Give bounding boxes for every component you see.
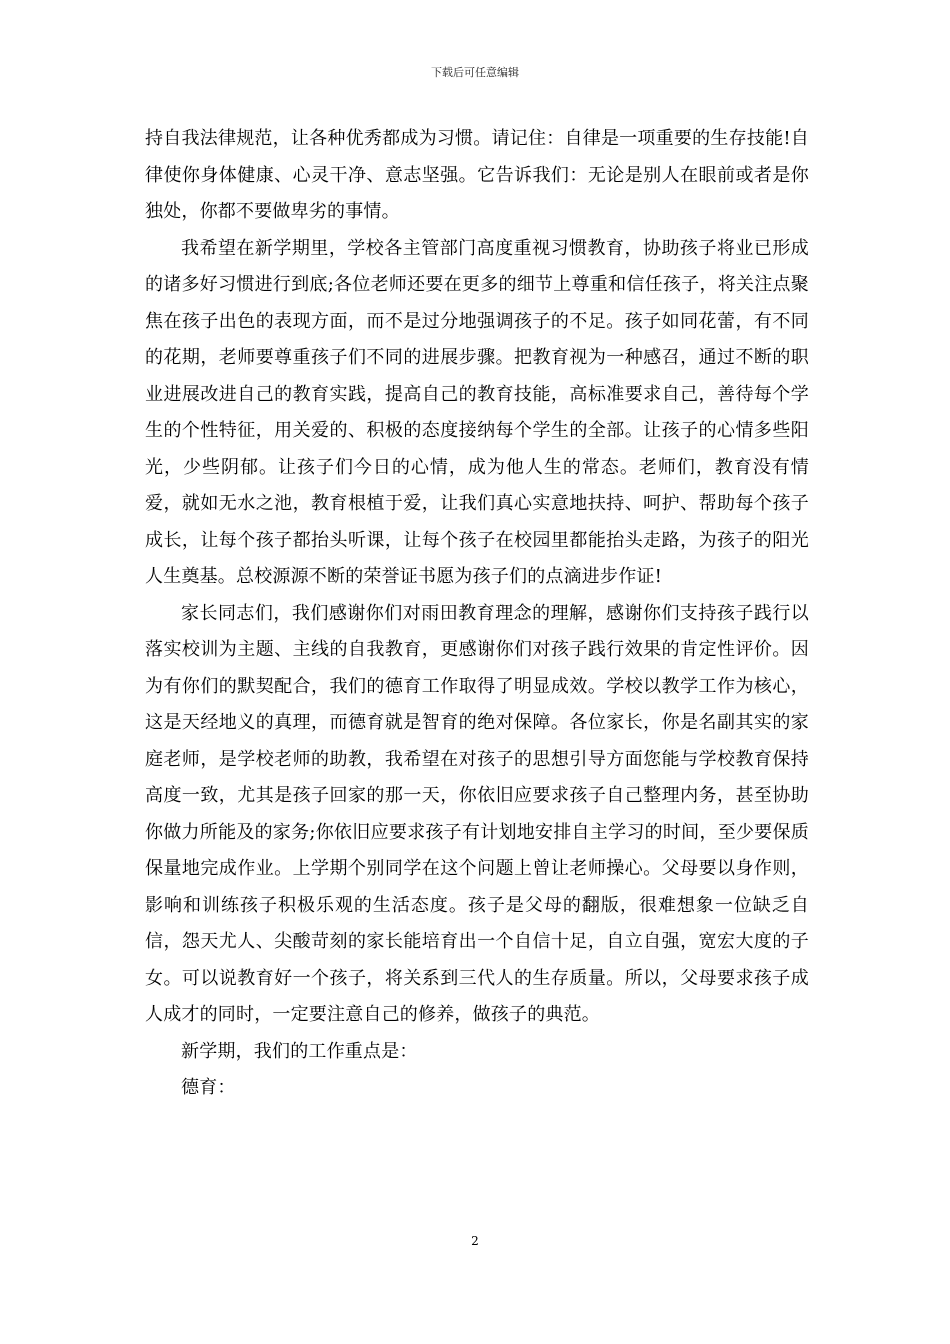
paragraph-moral-education: 德育：: [181, 1077, 236, 1098]
paragraph-continued: 持自我法律规范，让各种优秀都成为习惯。请记住：自律是一项重要的生存技能!自律使你身体健康、心灵干净、意志坚强。它告诉我们：无论是别人在眼前或者是你独处，你都不要做卑劣的事情。: [145, 128, 809, 222]
page-header: 下载后可任意编辑: [431, 66, 519, 79]
page-number: 2: [471, 1234, 479, 1248]
paragraph-parents: 家长同志们，我们感谢你们对雨田教育理念的理解，感谢你们支持孩子践行以落实校训为主题、主线的自我教育，更感谢你们对孩子践行效果的肯定性评价。因为有你们的默契配合，我们的德育工作取得了明显成效。学校以教学工作为核心，这是天经地义的真理，而德育就是智育的绝对保障。各位家长，你是名副其实的家庭老师，是学校老师的助教，我希望在对孩子的思想引导方面您能与学校教育保持高度一致，尤其是孩子回家的那一天，你依旧应要求孩子自己整理内务，甚至协助你做力所能及的家务;你依旧应要求孩子有计划地安排自主学习的时间，至少要保质保量地完成作业。上学期个别同学在这个问题上曾让老师操心。父母要以身作则，影响和训练孩子积极乐观的生活态度。孩子是父母的翻版，很难想象一位缺乏自信，怨天尤人、尖酸苛刻的家长能培育出一个自信十足，自立自强，宽宏大度的子女。可以说教育好一个孩子，将关系到三代人的生存质量。所以，父母要求孩子成人成才的同时，一定要注意自己的修养，做孩子的典范。: [145, 602, 809, 1025]
paragraph-work-focus: 新学期，我们的工作重点是：: [181, 1040, 418, 1062]
paragraph-teachers: 我希望在新学期里，学校各主管部门高度重视习惯教育，协助孩子将业已形成的诸多好习惯进行到底;各位老师还要在更多的细节上尊重和信任孩子，将关注点聚焦在孩子出色的表现方面，而不是过分地强调孩子的不足。孩子如同花蕾，有不同的花期，老师要尊重孩子们不同的进展步骤。把教育视为一种感召，通过不断的职业进展改进自己的教育实践，提高自己的教育技能，高标准要求自己，善待每个学生的个性特征，用关爱的、积极的态度接纳每个学生的全部。让孩子的心情多些阳光，少些阴郁。让孩子们今日的心情，成为他人生的常态。老师们，教育没有情爱，就如无水之池，教育根植于爱，让我们真心实意地扶持、呵护、帮助每个孩子成长，让每个孩子都抬头听课，让每个孩子在校园里都能抬头走路，为孩子的阳光人生奠基。总校源源不断的荣誉证书愿为孩子们的点滴进步作证!: [145, 237, 809, 587]
document-body: [145, 121, 809, 1107]
